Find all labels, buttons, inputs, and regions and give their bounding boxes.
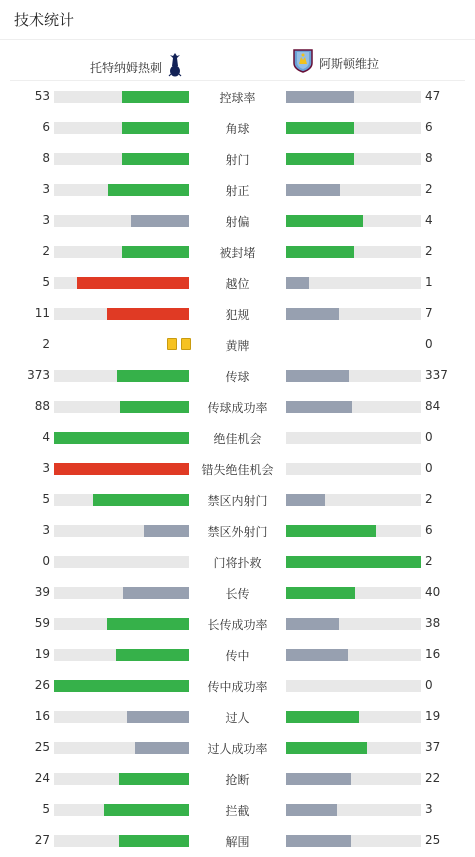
away-bar-track [286, 370, 421, 382]
stat-row [0, 422, 475, 453]
away-value: 37 [425, 740, 441, 754]
stat-label: 绝佳机会 [213, 432, 262, 446]
away-bar-track [286, 804, 421, 816]
home-bar [120, 401, 189, 413]
home-bar [54, 463, 189, 475]
villa-crest-icon [293, 49, 313, 77]
home-value: 5 [42, 492, 50, 506]
away-bar-track [286, 432, 421, 444]
stat-row [0, 174, 475, 205]
home-value: 25 [34, 740, 50, 754]
stat-label: 角球 [225, 122, 250, 136]
away-bar [286, 91, 354, 103]
away-bar-track [286, 401, 421, 413]
home-bar [116, 649, 189, 661]
away-bar-track [286, 277, 421, 289]
home-bar-track [54, 835, 189, 847]
stat-row [0, 732, 475, 763]
stat-label: 长传成功率 [207, 618, 268, 632]
stat-row [0, 360, 475, 391]
away-bar [286, 773, 351, 785]
home-bar-track [54, 680, 189, 692]
stat-row [0, 298, 475, 329]
home-bar [119, 835, 189, 847]
away-value: 0 [425, 461, 433, 475]
stat-label: 拦截 [225, 804, 250, 818]
away-value: 4 [425, 213, 433, 227]
away-bar-track [286, 587, 421, 599]
away-value: 3 [425, 802, 433, 816]
home-bar-track [54, 804, 189, 816]
home-bar [135, 742, 189, 754]
stat-row [0, 112, 475, 143]
away-value: 0 [425, 678, 433, 692]
away-bar-track [286, 184, 421, 196]
stat-label: 黄牌 [225, 339, 250, 353]
home-value: 3 [42, 523, 50, 537]
away-bar [286, 401, 352, 413]
away-bar-track [286, 122, 421, 134]
stat-label: 长传 [225, 587, 250, 601]
stat-row [0, 81, 475, 112]
home-value: 26 [34, 678, 50, 692]
away-bar [286, 308, 339, 320]
away-value: 22 [425, 771, 441, 785]
yellow-card-icon [167, 338, 177, 350]
stat-label: 抢断 [225, 773, 250, 787]
home-value: 2 [42, 337, 50, 351]
home-bar [123, 587, 189, 599]
home-bar [108, 184, 189, 196]
home-value: 4 [42, 430, 50, 444]
home-bar [122, 246, 190, 258]
stat-label: 控球率 [219, 91, 256, 105]
away-bar-track [286, 91, 421, 103]
away-bar [286, 246, 354, 258]
home-value: 0 [42, 554, 50, 568]
stat-label: 错失绝佳机会 [201, 463, 274, 477]
home-value: 16 [34, 709, 50, 723]
home-value: 19 [34, 647, 50, 661]
home-bar [54, 680, 189, 692]
stat-row [0, 794, 475, 825]
home-bar-track [54, 277, 189, 289]
home-bar-track [54, 773, 189, 785]
away-value: 25 [425, 833, 441, 847]
away-bar [286, 711, 359, 723]
home-value: 11 [34, 306, 50, 320]
away-bar [286, 184, 340, 196]
home-bar-track [54, 401, 189, 413]
stat-label: 过人 [225, 711, 250, 725]
stat-label: 传中成功率 [207, 680, 268, 694]
stat-label: 传球 [225, 370, 250, 384]
stat-label: 射门 [225, 153, 250, 167]
home-value: 53 [34, 89, 50, 103]
stat-label: 传中 [225, 649, 250, 663]
stat-label: 门将扑救 [213, 556, 262, 570]
away-value: 1 [425, 275, 433, 289]
away-value: 2 [425, 554, 433, 568]
teams-header [10, 41, 465, 81]
home-bar [127, 711, 189, 723]
stat-row [0, 236, 475, 267]
stat-row [0, 391, 475, 422]
away-bar-track [286, 649, 421, 661]
away-value: 19 [425, 709, 441, 723]
home-bar [122, 91, 190, 103]
home-bar-track [54, 432, 189, 444]
home-bar [107, 308, 189, 320]
home-bar [131, 215, 189, 227]
home-bar-track [54, 215, 189, 227]
home-team [90, 52, 182, 82]
home-bar-track [54, 587, 189, 599]
away-bar [286, 618, 339, 630]
stat-row [0, 670, 475, 701]
home-bar-track [54, 91, 189, 103]
home-bar [104, 804, 189, 816]
away-team [293, 49, 379, 77]
home-value: 39 [34, 585, 50, 599]
stat-row [0, 267, 475, 298]
away-bar-track [286, 246, 421, 258]
home-bar-track [54, 370, 189, 382]
stat-label: 过人成功率 [207, 742, 268, 756]
home-value: 5 [42, 802, 50, 816]
away-value: 2 [425, 244, 433, 258]
spurs-crest-icon [168, 52, 182, 82]
home-bar-track [54, 649, 189, 661]
away-value: 38 [425, 616, 441, 630]
away-bar [286, 804, 337, 816]
stat-row [0, 763, 475, 794]
stat-row [0, 453, 475, 484]
away-value: 2 [425, 182, 433, 196]
away-value: 2 [425, 492, 433, 506]
stat-row [0, 143, 475, 174]
stat-row [0, 608, 475, 639]
home-value: 5 [42, 275, 50, 289]
home-value: 3 [42, 182, 50, 196]
away-bar [286, 122, 354, 134]
away-value: 337 [425, 368, 448, 382]
home-bar-track [54, 184, 189, 196]
away-bar [286, 370, 349, 382]
home-value: 2 [42, 244, 50, 258]
away-bar-track [286, 711, 421, 723]
away-bar [286, 556, 421, 568]
away-bar-track [286, 742, 421, 754]
stat-row [0, 639, 475, 670]
home-value: 373 [27, 368, 50, 382]
away-bar-track [286, 773, 421, 785]
away-bar-track [286, 494, 421, 506]
stat-label: 犯规 [225, 308, 250, 322]
home-bar [54, 432, 189, 444]
home-value: 59 [34, 616, 50, 630]
home-value: 8 [42, 151, 50, 165]
stat-row [0, 484, 475, 515]
away-bar [286, 649, 348, 661]
home-bar-track [54, 308, 189, 320]
home-bar-track [54, 494, 189, 506]
home-bar-track [54, 463, 189, 475]
home-value: 3 [42, 213, 50, 227]
away-value: 6 [425, 120, 433, 134]
stat-label: 禁区外射门 [207, 525, 268, 539]
stat-label: 越位 [225, 277, 250, 291]
home-bar-track [54, 556, 189, 568]
home-bar [117, 370, 189, 382]
stat-row [0, 825, 475, 856]
away-bar-track [286, 525, 421, 537]
away-bar [286, 494, 325, 506]
home-value: 24 [34, 771, 50, 785]
home-value: 6 [42, 120, 50, 134]
home-bar [122, 122, 190, 134]
away-bar [286, 525, 376, 537]
home-bar-track [54, 525, 189, 537]
home-value: 3 [42, 461, 50, 475]
home-bar [122, 153, 190, 165]
away-bar-track [286, 680, 421, 692]
away-bar-track [286, 618, 421, 630]
away-value: 7 [425, 306, 433, 320]
away-bar-track [286, 153, 421, 165]
stat-row [0, 577, 475, 608]
home-bar-track [54, 618, 189, 630]
away-value: 0 [425, 337, 433, 351]
home-value: 27 [34, 833, 50, 847]
home-bar-track [54, 742, 189, 754]
home-bar-track [54, 153, 189, 165]
stats-list [0, 81, 475, 856]
away-value: 8 [425, 151, 433, 165]
stat-label: 射正 [225, 184, 250, 198]
stat-label: 被封堵 [219, 246, 256, 260]
away-bar-track [286, 556, 421, 568]
away-value: 84 [425, 399, 441, 413]
home-bar [77, 277, 189, 289]
home-bar-track [54, 122, 189, 134]
yellow-cards [163, 338, 191, 350]
home-team-name: 托特纳姆热刺 [89, 60, 162, 75]
away-value: 16 [425, 647, 441, 661]
stat-label: 射偏 [225, 215, 250, 229]
stat-label: 传球成功率 [207, 401, 268, 415]
away-value: 40 [425, 585, 441, 599]
away-bar [286, 153, 354, 165]
away-team-name: 阿斯顿维拉 [319, 56, 380, 71]
away-bar [286, 277, 309, 289]
stat-row [0, 546, 475, 577]
home-bar [119, 773, 189, 785]
away-value: 6 [425, 523, 433, 537]
away-value: 0 [425, 430, 433, 444]
away-bar-track [286, 835, 421, 847]
stat-row [0, 205, 475, 236]
home-bar [144, 525, 189, 537]
away-bar-track [286, 308, 421, 320]
title-bar [0, 0, 475, 40]
home-value: 88 [34, 399, 50, 413]
away-bar-track [286, 215, 421, 227]
home-bar [107, 618, 189, 630]
away-bar [286, 742, 367, 754]
home-bar [93, 494, 189, 506]
away-bar [286, 835, 351, 847]
stat-row [0, 329, 475, 360]
away-value: 47 [425, 89, 441, 103]
away-bar [286, 215, 363, 227]
home-bar-track [54, 246, 189, 258]
stat-row [0, 515, 475, 546]
away-bar-track [286, 463, 421, 475]
away-bar [286, 587, 355, 599]
page-title: 技术统计 [14, 11, 75, 29]
stat-label: 禁区内射门 [207, 494, 268, 508]
home-bar-track [54, 711, 189, 723]
stat-row [0, 701, 475, 732]
stat-label: 解围 [225, 835, 250, 849]
